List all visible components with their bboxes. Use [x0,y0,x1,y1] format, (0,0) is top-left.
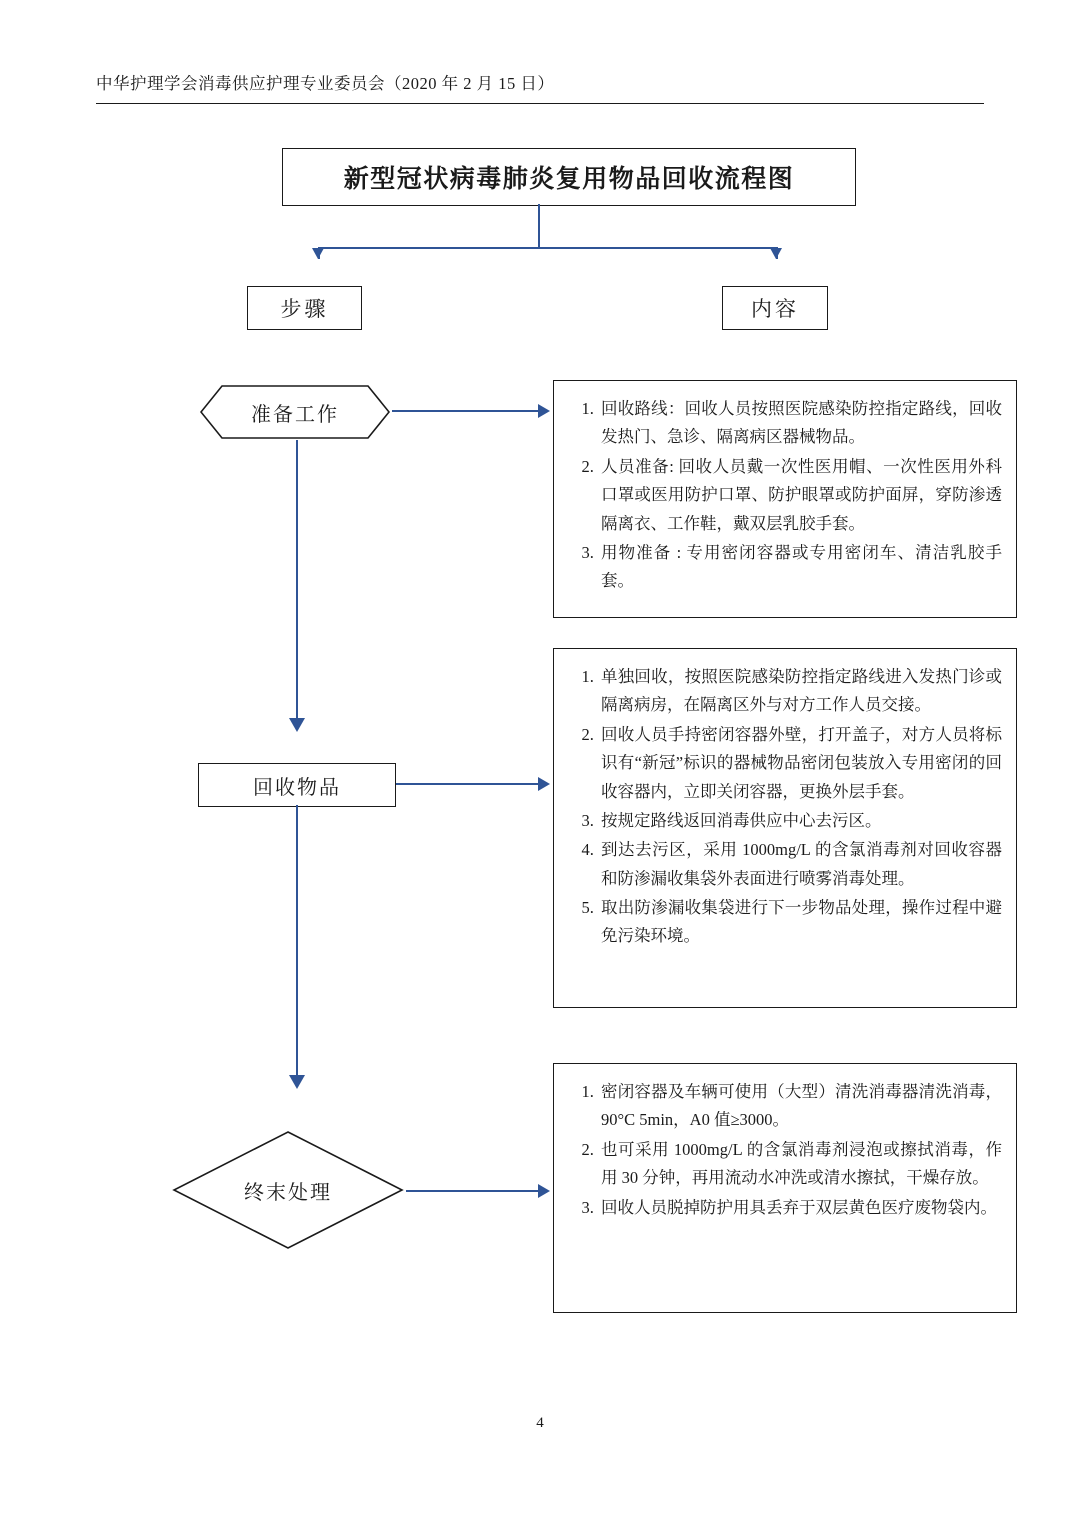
content-list-1 [564,395,1002,596]
arrow-head-3 [538,1184,550,1198]
flow-arrow-1 [289,718,305,732]
list-item: 5. 取出防渗漏收集袋进行下一步物品处理，操作过程中避免污染环境。 [598,894,1002,951]
flow-connector-2 [296,805,298,1077]
header-text: 中华护理学会消毒供应护理专业委员会（2020 年 2 月 15 日） [96,74,555,93]
list-item: 2. 回收人员手持密闭容器外壁，打开盖子，对方人员将标识有“新冠”标识的器械物品密闭包装放入专用密闭的回收容器内，立即关闭容器，更换外层手套。 [598,721,1002,806]
arrow-head-to-steps [312,248,324,259]
flow-arrow-2 [289,1075,305,1089]
list-item: 3. 回收人员脱掉防护用具丢弃于双层黄色医疗废物袋内。 [598,1194,1002,1222]
arrow-line-1 [392,410,540,412]
arrow-head-1 [538,404,550,418]
flowchart-title-box [282,148,856,206]
step-shape-collection [198,763,396,807]
flow-connector-1 [296,440,298,720]
list-item: 3. 用物准备 : 专用密闭容器或专用密闭车、清洁乳胶手套。 [598,539,1002,596]
arrow-head-2 [538,777,550,791]
list-item: 3. 按规定路线返回消毒供应中心去污区。 [598,807,1002,835]
list-item: 1. 密闭容器及车辆可使用（大型）清洗消毒器清洗消毒，90°C 5min，A0 值≥3000。 [598,1078,1002,1135]
column-header-steps-label: 步骤 [280,297,329,321]
arrow-line-3 [406,1190,540,1192]
step-label-collection: 回收物品 [253,776,341,799]
arrow-line-2 [396,783,540,785]
content-box-terminal-treatment [553,1063,1017,1313]
content-list-3 [564,1078,1002,1222]
step-label-terminal-treatment: 终末处理 [244,1181,332,1204]
column-header-content-label: 内容 [751,297,799,321]
step-shape-terminal-treatment [172,1130,404,1250]
flowchart-title: 新型冠状病毒肺炎复用物品回收流程图 [343,166,795,193]
title-connector-vertical [538,204,540,248]
column-header-content [722,286,828,330]
content-box-preparation [553,380,1017,618]
header-divider [96,103,984,104]
list-item: 1. 回收路线：回收人员按照医院感染防控指定路线，回收发热门、急诊、隔离病区器械物品。 [598,395,1002,452]
page-number: 4 [536,1415,544,1431]
column-header-steps [247,286,362,330]
step-shape-preparation [200,385,390,439]
list-item: 2. 也可采用 1000mg/L 的含氯消毒剂浸泡或擦拭消毒，作用 30 分钟，再用流动水冲洗或清水擦拭，干燥存放。 [598,1136,1002,1193]
step-label-preparation: 准备工作 [251,403,339,426]
content-list-2 [564,663,1002,951]
document-header [96,70,984,104]
content-box-collection [553,648,1017,1008]
title-connector-horizontal [318,247,776,249]
list-item: 1. 单独回收，按照医院感染防控指定路线进入发热门诊或隔离病房，在隔离区外与对方工作人员交接。 [598,663,1002,720]
list-item: 2. 人员准备: 回收人员戴一次性医用帽、一次性医用外科口罩或医用防护口罩、防护眼罩或防护面屏，穿防渗透隔离衣、工作鞋，戴双层乳胶手套。 [598,453,1002,538]
list-item: 4. 到达去污区，采用 1000mg/L 的含氯消毒剂对回收容器和防渗漏收集袋外表面进行喷雾消毒处理。 [598,836,1002,893]
arrow-head-to-content [770,248,782,259]
